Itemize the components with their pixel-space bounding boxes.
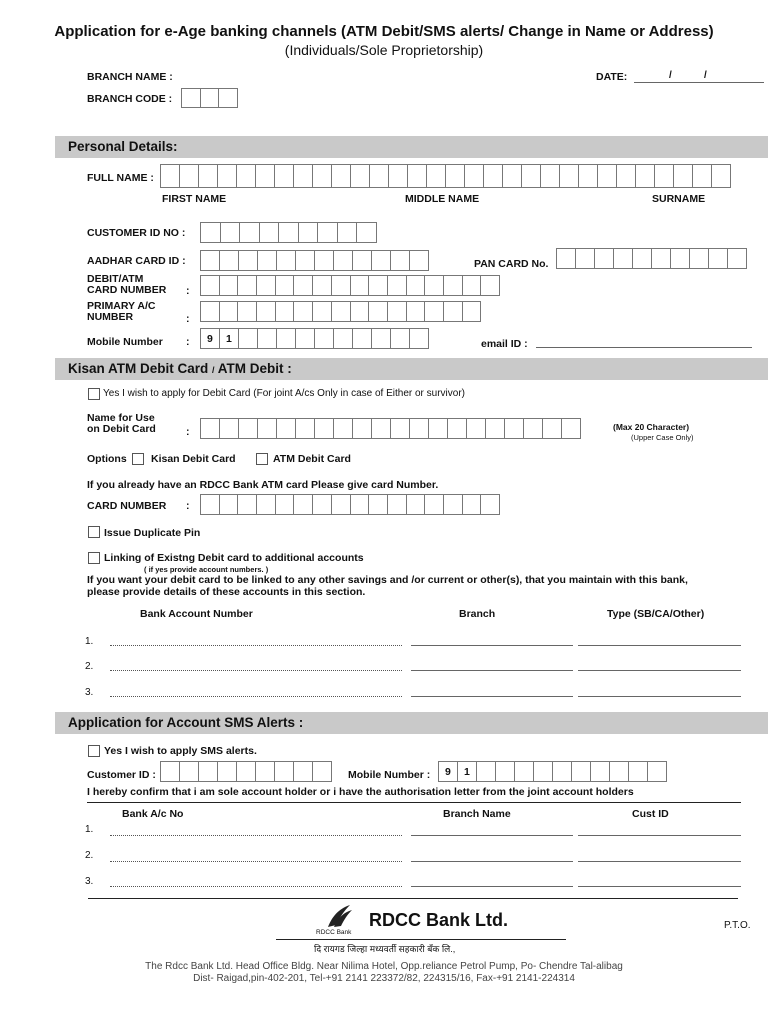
- row-number: 1.: [85, 824, 94, 835]
- sms-mobile-boxes[interactable]: [438, 761, 666, 782]
- branch-code-cell[interactable]: [200, 88, 220, 108]
- entry-cell[interactable]: [533, 761, 553, 782]
- entry-cell[interactable]: [314, 250, 334, 271]
- entry-cell[interactable]: [198, 761, 218, 782]
- entry-cell[interactable]: [651, 248, 671, 269]
- entry-cell[interactable]: [476, 761, 496, 782]
- account-line[interactable]: [110, 696, 402, 697]
- entry-cell[interactable]: [295, 418, 315, 439]
- entry-cell[interactable]: [387, 301, 407, 322]
- entry-cell[interactable]: [314, 418, 334, 439]
- upper-case-note: (Upper Case Only): [631, 433, 694, 442]
- entry-cell[interactable]: [275, 494, 295, 515]
- branch-code-boxes[interactable]: [181, 88, 237, 108]
- entry-cell[interactable]: [237, 301, 257, 322]
- entry-cell[interactable]: [368, 275, 388, 296]
- type-line[interactable]: [578, 670, 741, 671]
- entry-cell[interactable]: [274, 164, 294, 188]
- personal-details-heading: Personal Details:: [55, 136, 768, 158]
- options-label: Options: [87, 453, 127, 465]
- entry-cell[interactable]: [238, 328, 258, 349]
- entry-cell[interactable]: [276, 418, 296, 439]
- col-branch-header: Branch: [459, 608, 496, 620]
- entry-cell[interactable]: [236, 164, 256, 188]
- entry-cell[interactable]: [514, 761, 534, 782]
- entry-cell[interactable]: [711, 164, 731, 188]
- entry-cell[interactable]: [443, 494, 463, 515]
- address-line-2: Dist- Raigad,pin-402-201, Tel-+91 2141 223372/82, 224315/16, Fax-+91 2141-224314: [193, 973, 575, 984]
- apply-debit-checkbox[interactable]: [88, 388, 100, 400]
- entry-cell[interactable]: [406, 494, 426, 515]
- account-line[interactable]: [110, 886, 402, 887]
- entry-cell[interactable]: [578, 164, 598, 188]
- entry-cell[interactable]: [350, 164, 370, 188]
- entry-cell[interactable]: [219, 250, 239, 271]
- entry-cell[interactable]: [331, 301, 351, 322]
- entry-cell[interactable]: [502, 164, 522, 188]
- entry-cell[interactable]: [257, 328, 277, 349]
- apply-debit-text: Yes I wish to apply for Debit Card (For joint A/cs Only in case of Either or survivor): [103, 388, 465, 399]
- entry-cell[interactable]: [542, 418, 562, 439]
- aadhar-label: AADHAR CARD ID :: [87, 255, 186, 267]
- entry-cell[interactable]: [312, 761, 332, 782]
- entry-cell[interactable]: [407, 164, 427, 188]
- sms-customer-id-boxes[interactable]: [160, 761, 331, 782]
- row-number: 3.: [85, 687, 94, 698]
- entry-cell[interactable]: [390, 418, 410, 439]
- form-subtitle: (Individuals/Sole Proprietorship): [284, 42, 484, 58]
- cust-id-line[interactable]: [578, 835, 741, 836]
- name-use-boxes[interactable]: [200, 418, 580, 439]
- entry-cell[interactable]: [293, 164, 313, 188]
- entry-cell[interactable]: [647, 761, 667, 782]
- first-name-caption: FIRST NAME: [162, 193, 227, 205]
- entry-cell[interactable]: [255, 761, 275, 782]
- atm-debit-option: ATM Debit Card: [273, 453, 351, 465]
- entry-cell[interactable]: [331, 164, 351, 188]
- entry-cell[interactable]: [485, 418, 505, 439]
- entry-cell[interactable]: [275, 275, 295, 296]
- entry-cell[interactable]: [559, 164, 579, 188]
- entry-cell[interactable]: [259, 222, 280, 243]
- entry-cell[interactable]: [312, 301, 332, 322]
- footer-divider: [88, 898, 738, 899]
- branch-line[interactable]: [411, 670, 573, 671]
- kisan-debit-option: Kisan Debit Card: [151, 453, 236, 465]
- pan-boxes[interactable]: [556, 248, 746, 269]
- entry-cell[interactable]: [276, 250, 296, 271]
- entry-cell[interactable]: [371, 418, 391, 439]
- colon: :: [186, 285, 190, 297]
- date-sep: /: [669, 70, 672, 81]
- primary-ac-label: PRIMARY A/C NUMBER: [87, 300, 156, 323]
- date-label: DATE:: [596, 71, 628, 83]
- entry-cell[interactable]: [352, 418, 372, 439]
- bank-name: RDCC Bank Ltd.: [369, 910, 508, 930]
- kisan-debit-checkbox[interactable]: [132, 453, 144, 465]
- entry-cell[interactable]: [350, 275, 370, 296]
- entry-cell[interactable]: [387, 275, 407, 296]
- entry-cell[interactable]: [409, 250, 429, 271]
- entry-cell[interactable]: [312, 164, 332, 188]
- entry-cell[interactable]: [480, 494, 500, 515]
- entry-cell[interactable]: [590, 761, 610, 782]
- entry-cell[interactable]: [406, 301, 426, 322]
- entry-cell[interactable]: [293, 301, 313, 322]
- entry-cell[interactable]: [217, 761, 237, 782]
- entry-cell[interactable]: [504, 418, 524, 439]
- account-line[interactable]: [110, 645, 402, 646]
- entry-cell[interactable]: [256, 301, 276, 322]
- entry-cell[interactable]: [217, 164, 237, 188]
- bank-logo-icon: [324, 903, 354, 929]
- sms-col-branch: Branch Name: [443, 808, 511, 820]
- col-account-header: Bank Account Number: [140, 608, 253, 620]
- kisan-debit-heading: Kisan ATM Debit Card / ATM Debit :: [55, 358, 768, 380]
- cust-id-line[interactable]: [578, 861, 741, 862]
- mobile-boxes[interactable]: [200, 328, 428, 349]
- card-number-label: CARD NUMBER: [87, 500, 167, 512]
- entry-cell[interactable]: [462, 494, 482, 515]
- entry-cell[interactable]: [368, 494, 388, 515]
- name-use-label: Name for Use on Debit Card: [87, 412, 156, 435]
- entry-cell[interactable]: [200, 222, 221, 243]
- email-label: email ID :: [481, 338, 528, 350]
- entry-cell[interactable]: [337, 222, 358, 243]
- debit-card-boxes[interactable]: [200, 275, 499, 296]
- entry-cell[interactable]: [312, 275, 332, 296]
- hindi-bank-name: दि रायगड जिल्हा मध्यवर्ती सहकारी बँक लि.,: [314, 944, 456, 954]
- entry-cell[interactable]: [333, 418, 353, 439]
- entry-cell[interactable]: [198, 164, 218, 188]
- entry-cell[interactable]: [200, 301, 220, 322]
- middle-name-caption: MIDDLE NAME: [405, 193, 480, 205]
- sms-col-cust: Cust ID: [632, 808, 669, 820]
- entry-cell[interactable]: [160, 761, 180, 782]
- entry-cell[interactable]: [255, 164, 275, 188]
- entry-cell[interactable]: [350, 494, 370, 515]
- entry-cell[interactable]: [632, 248, 652, 269]
- apply-sms-checkbox[interactable]: [88, 745, 100, 757]
- already-card-text: If you already have an RDCC Bank ATM card Please give card Number.: [87, 479, 439, 491]
- entry-cell[interactable]: [597, 164, 617, 188]
- entry-cell[interactable]: [295, 250, 315, 271]
- branch-line[interactable]: [411, 835, 573, 836]
- aadhar-boxes[interactable]: [200, 250, 428, 271]
- entry-cell[interactable]: [561, 418, 581, 439]
- account-line[interactable]: [110, 861, 402, 862]
- branch-code-cell[interactable]: [218, 88, 238, 108]
- entry-cell[interactable]: [200, 418, 220, 439]
- colon: :: [186, 313, 190, 325]
- entry-cell[interactable]: [464, 164, 484, 188]
- linking-checkbox[interactable]: [88, 552, 100, 564]
- row-number: 3.: [85, 876, 94, 887]
- atm-debit-checkbox[interactable]: [256, 453, 268, 465]
- cust-id-line[interactable]: [578, 886, 741, 887]
- entry-cell[interactable]: [293, 761, 313, 782]
- entry-cell[interactable]: [575, 248, 595, 269]
- entry-cell[interactable]: [495, 761, 515, 782]
- entry-cell[interactable]: [483, 164, 503, 188]
- entry-cell[interactable]: [443, 275, 463, 296]
- row-number: 1.: [85, 636, 94, 647]
- row-number: 2.: [85, 661, 94, 672]
- colon: :: [186, 500, 190, 512]
- entry-cell[interactable]: [462, 275, 482, 296]
- type-line[interactable]: [578, 696, 741, 697]
- entry-cell[interactable]: [295, 328, 315, 349]
- entry-cell[interactable]: [673, 164, 693, 188]
- entry-cell[interactable]: [424, 301, 444, 322]
- entry-cell[interactable]: 9: [200, 328, 220, 349]
- primary-ac-boxes[interactable]: [200, 301, 480, 322]
- entry-cell[interactable]: [331, 494, 351, 515]
- entry-cell[interactable]: [521, 164, 541, 188]
- entry-cell[interactable]: [388, 164, 408, 188]
- entry-cell[interactable]: [256, 494, 276, 515]
- entry-cell[interactable]: [689, 248, 709, 269]
- entry-cell[interactable]: [356, 222, 377, 243]
- address-line-1: The Rdcc Bank Ltd. Head Office Bldg. Near Nilima Hotel, Opp.reliance Petrol Pump, Po- Chendre Tal-alibag: [145, 961, 623, 972]
- logo-caption: RDCC Bank: [316, 929, 352, 936]
- entry-cell[interactable]: [571, 761, 591, 782]
- entry-cell[interactable]: [256, 275, 276, 296]
- entry-cell[interactable]: [236, 761, 256, 782]
- link-text-1: If you want your debit card to be linked to any other savings and /or current or other(s), that you maintain with this bank,: [87, 574, 688, 586]
- entry-cell[interactable]: [352, 250, 372, 271]
- entry-cell[interactable]: [293, 494, 313, 515]
- apply-sms-label: Yes I wish to apply SMS alerts.: [104, 745, 257, 757]
- entry-cell[interactable]: [298, 222, 319, 243]
- entry-cell[interactable]: [613, 248, 633, 269]
- entry-cell[interactable]: [275, 301, 295, 322]
- email-line[interactable]: [536, 347, 752, 348]
- entry-cell[interactable]: [238, 250, 258, 271]
- entry-cell[interactable]: [371, 250, 391, 271]
- entry-cell[interactable]: [540, 164, 560, 188]
- entry-cell[interactable]: [594, 248, 614, 269]
- entry-cell[interactable]: [220, 222, 241, 243]
- entry-cell[interactable]: [317, 222, 338, 243]
- entry-cell[interactable]: [237, 275, 257, 296]
- confirm-text: I hereby confirm that i am sole account holder or i have the authorisation letter from the joint account holders: [87, 786, 634, 798]
- branch-line[interactable]: [411, 861, 573, 862]
- col-type-header: Type (SB/CA/Other): [607, 608, 705, 620]
- sms-mobile-label: Mobile Number :: [348, 769, 431, 781]
- max-char-note: (Max 20 Character): [613, 422, 690, 432]
- entry-cell[interactable]: [352, 328, 372, 349]
- branch-code-label: BRANCH CODE :: [87, 93, 173, 105]
- account-line[interactable]: [110, 835, 402, 836]
- entry-cell[interactable]: [239, 222, 260, 243]
- entry-cell[interactable]: [466, 418, 486, 439]
- linking-note: ( if yes provide account numbers. ): [144, 565, 269, 574]
- type-line[interactable]: [578, 645, 741, 646]
- entry-cell[interactable]: [708, 248, 728, 269]
- entry-cell[interactable]: 1: [219, 328, 239, 349]
- entry-cell[interactable]: [219, 418, 239, 439]
- entry-cell[interactable]: [257, 250, 277, 271]
- entry-cell[interactable]: [447, 418, 467, 439]
- date-line[interactable]: [634, 82, 764, 83]
- entry-cell[interactable]: [406, 275, 426, 296]
- colon: :: [186, 426, 190, 438]
- entry-cell[interactable]: [635, 164, 655, 188]
- sms-customer-id-label: Customer ID :: [87, 769, 156, 781]
- entry-cell[interactable]: [523, 418, 543, 439]
- entry-cell[interactable]: [179, 164, 199, 188]
- link-text-2: please provide details of these accounts in this section.: [87, 586, 366, 598]
- divider: [87, 802, 741, 803]
- entry-cell[interactable]: [654, 164, 674, 188]
- entry-cell[interactable]: [445, 164, 465, 188]
- entry-cell[interactable]: [387, 494, 407, 515]
- entry-cell[interactable]: [200, 250, 220, 271]
- entry-cell[interactable]: [368, 301, 388, 322]
- customer-id-label: CUSTOMER ID NO :: [87, 227, 186, 239]
- entry-cell[interactable]: [257, 418, 277, 439]
- entry-cell[interactable]: [237, 494, 257, 515]
- entry-cell[interactable]: [331, 275, 351, 296]
- entry-cell[interactable]: [314, 328, 334, 349]
- date-sep: /: [704, 70, 707, 81]
- entry-cell[interactable]: [692, 164, 712, 188]
- entry-cell[interactable]: [369, 164, 389, 188]
- entry-cell[interactable]: [238, 418, 258, 439]
- entry-cell[interactable]: [293, 275, 313, 296]
- entry-cell[interactable]: [274, 761, 294, 782]
- entry-cell[interactable]: [333, 250, 353, 271]
- entry-cell[interactable]: [628, 761, 648, 782]
- entry-cell[interactable]: [480, 275, 500, 296]
- branch-line[interactable]: [411, 696, 573, 697]
- pan-label: PAN CARD No.: [474, 258, 549, 270]
- form-title: Application for e-Age banking channels (ATM Debit/SMS alerts/ Change in Name or Address): [54, 23, 714, 40]
- mobile-label: Mobile Number: [87, 336, 163, 348]
- entry-cell[interactable]: [609, 761, 629, 782]
- row-number: 2.: [85, 850, 94, 861]
- card-number-boxes[interactable]: [200, 494, 499, 515]
- surname-caption: SURNAME: [652, 193, 706, 205]
- entry-cell[interactable]: [219, 494, 239, 515]
- duplicate-pin-label: Issue Duplicate Pin: [104, 527, 201, 539]
- entry-cell[interactable]: [616, 164, 636, 188]
- account-line[interactable]: [110, 670, 402, 671]
- entry-cell[interactable]: [727, 248, 747, 269]
- entry-cell[interactable]: [371, 328, 391, 349]
- entry-cell[interactable]: [462, 301, 482, 322]
- entry-cell[interactable]: [350, 301, 370, 322]
- entry-cell[interactable]: [312, 494, 332, 515]
- entry-cell[interactable]: [556, 248, 576, 269]
- entry-cell[interactable]: [333, 328, 353, 349]
- entry-cell[interactable]: [426, 164, 446, 188]
- full-name-label: FULL NAME :: [87, 172, 154, 184]
- entry-cell[interactable]: [200, 275, 220, 296]
- branch-name-label: BRANCH NAME :: [87, 71, 173, 83]
- branch-line[interactable]: [411, 645, 573, 646]
- entry-cell[interactable]: [424, 275, 444, 296]
- entry-cell[interactable]: [276, 328, 296, 349]
- sms-alerts-heading: Application for Account SMS Alerts :: [55, 712, 768, 734]
- entry-cell[interactable]: 9: [438, 761, 458, 782]
- duplicate-pin-checkbox[interactable]: [88, 526, 100, 538]
- entry-cell[interactable]: [219, 275, 239, 296]
- entry-cell[interactable]: [390, 250, 410, 271]
- entry-cell[interactable]: [160, 164, 180, 188]
- entry-cell[interactable]: [200, 494, 220, 515]
- branch-line[interactable]: [411, 886, 573, 887]
- branch-code-cell[interactable]: [181, 88, 201, 108]
- entry-cell[interactable]: [424, 494, 444, 515]
- entry-cell[interactable]: [219, 301, 239, 322]
- customer-id-boxes[interactable]: [200, 222, 376, 243]
- entry-cell[interactable]: [552, 761, 572, 782]
- sms-col-account: Bank A/c No: [122, 808, 184, 820]
- colon: :: [186, 336, 190, 348]
- pto: P.T.O.: [724, 920, 751, 931]
- entry-cell[interactable]: [409, 418, 429, 439]
- entry-cell[interactable]: 1: [457, 761, 477, 782]
- footer-rule: [276, 939, 566, 940]
- full-name-boxes[interactable]: [160, 164, 730, 188]
- entry-cell[interactable]: [670, 248, 690, 269]
- entry-cell[interactable]: [390, 328, 410, 349]
- entry-cell[interactable]: [409, 328, 429, 349]
- entry-cell[interactable]: [428, 418, 448, 439]
- debit-card-label: DEBIT/ATM CARD NUMBER: [87, 273, 167, 296]
- linking-label: Linking of Existng Debit card to additional accounts: [104, 552, 364, 564]
- entry-cell[interactable]: [278, 222, 299, 243]
- entry-cell[interactable]: [443, 301, 463, 322]
- entry-cell[interactable]: [179, 761, 199, 782]
